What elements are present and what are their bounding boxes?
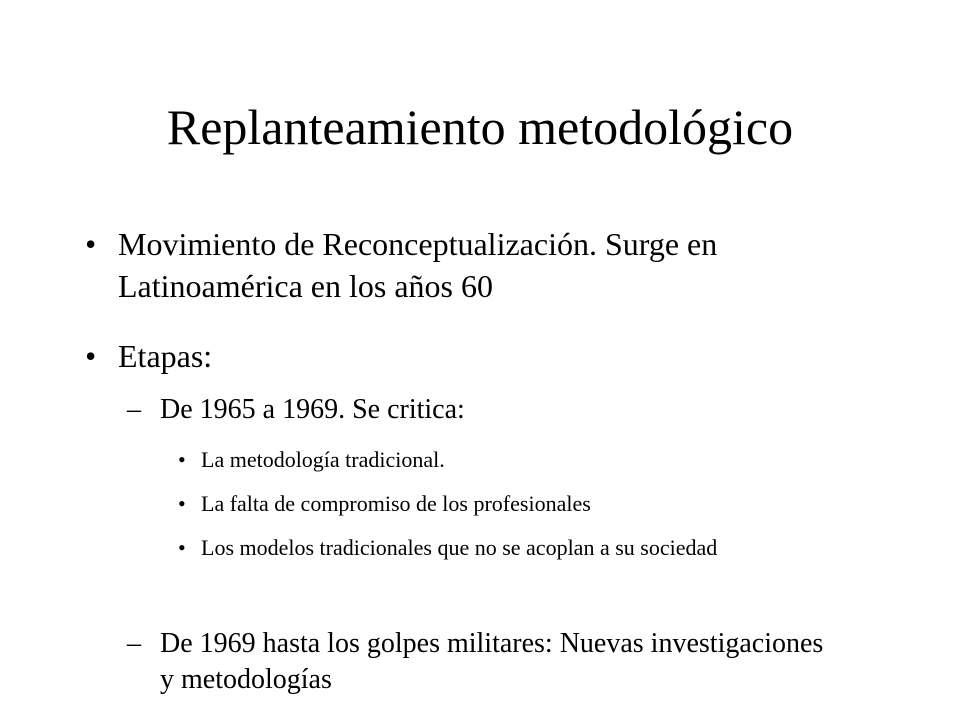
dash-icon: – — [127, 394, 141, 425]
bullet-text: Etapas: — [118, 338, 213, 374]
sub-item-1969-golpes — [127, 626, 840, 698]
slide-title: Replanteamiento metodológico — [166, 99, 794, 155]
bullet-icon: • — [178, 491, 186, 516]
bullet-item-etapas — [85, 335, 878, 377]
bullet-item-reconceptualizacion — [85, 223, 878, 307]
sub-sub-item-text: Los modelos tradicionales que no se acoplan a su sociedad — [201, 535, 718, 560]
sub-item-text: De 1969 hasta los golpes militares: Nuevas investigaciones y metodologías — [160, 628, 824, 695]
bullet-text: Movimiento de Reconceptualización. Surge en Latinoamérica en los años 60 — [118, 226, 718, 304]
dash-icon: – — [127, 628, 141, 659]
bullet-icon: • — [178, 535, 186, 560]
sub-item-text: De 1965 a 1969. Se critica: — [160, 394, 465, 425]
sub-sub-item-text: La metodología tradicional. — [201, 447, 445, 472]
sub-sub-item-modelos — [178, 533, 851, 563]
bullet-icon: • — [178, 447, 186, 472]
sub-sub-item-metodologia — [178, 445, 881, 475]
sub-item-1965-1969 — [127, 392, 880, 428]
bullet-icon: • — [85, 338, 97, 374]
bullet-icon: • — [85, 226, 97, 262]
sub-sub-item-compromiso — [178, 489, 881, 519]
sub-sub-item-text: La falta de compromiso de los profesionales — [201, 491, 591, 516]
